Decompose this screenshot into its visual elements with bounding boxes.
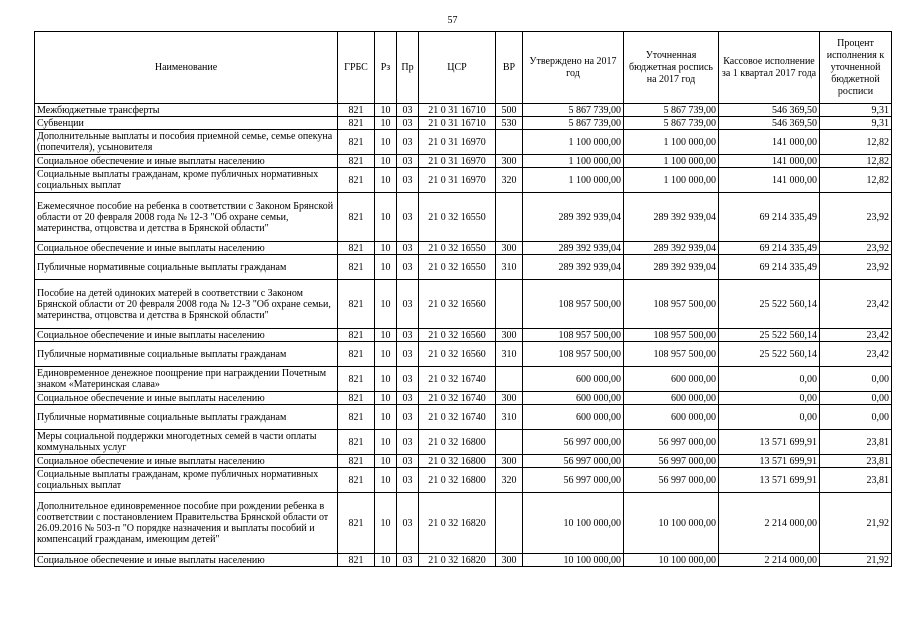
cell-name: Межбюджетные трансферты <box>35 104 338 117</box>
page-number: 57 <box>447 15 458 26</box>
cell-vr <box>496 493 523 554</box>
cell-name: Социальное обеспечение и иные выплаты населению <box>35 242 338 255</box>
cell-cash: 13 571 699,91 <box>719 455 820 468</box>
cell-percent: 9,31 <box>820 117 892 130</box>
table-row <box>35 468 892 493</box>
cell-vr: 300 <box>496 455 523 468</box>
cell-percent: 23,81 <box>820 468 892 493</box>
header-cash: Кассовое исполнение за 1 квартал 2017 года <box>719 32 820 104</box>
cell-vr: 300 <box>496 155 523 168</box>
cell-pr: 03 <box>397 255 419 280</box>
table-header <box>35 32 892 104</box>
cell-refined: 5 867 739,00 <box>624 104 719 117</box>
header-approved: Утверждено на 2017 год <box>523 32 624 104</box>
cell-approved: 56 997 000,00 <box>523 455 624 468</box>
cell-approved: 1 100 000,00 <box>523 130 624 155</box>
cell-percent: 21,92 <box>820 554 892 567</box>
cell-percent: 23,92 <box>820 193 892 242</box>
cell-vr: 300 <box>496 392 523 405</box>
cell-vr: 310 <box>496 405 523 430</box>
cell-refined: 56 997 000,00 <box>624 468 719 493</box>
cell-pr: 03 <box>397 280 419 329</box>
cell-percent: 23,81 <box>820 455 892 468</box>
cell-vr: 300 <box>496 554 523 567</box>
cell-pr: 03 <box>397 430 419 455</box>
header-pr: Пр <box>397 32 419 104</box>
cell-approved: 56 997 000,00 <box>523 430 624 455</box>
cell-refined: 10 100 000,00 <box>624 554 719 567</box>
cell-grbs: 821 <box>338 468 375 493</box>
cell-cash: 0,00 <box>719 392 820 405</box>
cell-vr: 320 <box>496 468 523 493</box>
cell-csr: 21 0 32 16560 <box>419 342 496 367</box>
table-row <box>35 554 892 567</box>
cell-name: Дополнительные выплаты и пособия приемной семье, семье опекуна (попечителя), усыновителя <box>35 130 338 155</box>
cell-cash: 2 214 000,00 <box>719 554 820 567</box>
cell-rz: 10 <box>375 255 397 280</box>
cell-approved: 600 000,00 <box>523 392 624 405</box>
cell-name: Социальное обеспечение и иные выплаты населению <box>35 329 338 342</box>
cell-csr: 21 0 32 16740 <box>419 405 496 430</box>
table-row <box>35 104 892 117</box>
cell-percent: 23,92 <box>820 255 892 280</box>
cell-csr: 21 0 31 16710 <box>419 117 496 130</box>
table-row <box>35 367 892 392</box>
cell-csr: 21 0 32 16800 <box>419 430 496 455</box>
cell-grbs: 821 <box>338 342 375 367</box>
cell-pr: 03 <box>397 405 419 430</box>
cell-grbs: 821 <box>338 242 375 255</box>
cell-csr: 21 0 32 16820 <box>419 493 496 554</box>
cell-csr: 21 0 32 16800 <box>419 468 496 493</box>
table-row <box>35 493 892 554</box>
table-row <box>35 405 892 430</box>
cell-rz: 10 <box>375 405 397 430</box>
cell-refined: 1 100 000,00 <box>624 168 719 193</box>
cell-csr: 21 0 32 16820 <box>419 554 496 567</box>
cell-refined: 108 957 500,00 <box>624 329 719 342</box>
cell-vr: 300 <box>496 329 523 342</box>
cell-rz: 10 <box>375 168 397 193</box>
cell-approved: 600 000,00 <box>523 367 624 392</box>
cell-pr: 03 <box>397 117 419 130</box>
cell-vr <box>496 130 523 155</box>
cell-rz: 10 <box>375 242 397 255</box>
cell-name: Субвенции <box>35 117 338 130</box>
cell-cash: 141 000,00 <box>719 130 820 155</box>
cell-vr: 530 <box>496 117 523 130</box>
cell-refined: 108 957 500,00 <box>624 342 719 367</box>
cell-percent: 12,82 <box>820 130 892 155</box>
cell-csr: 21 0 31 16970 <box>419 130 496 155</box>
cell-rz: 10 <box>375 430 397 455</box>
table-row <box>35 280 892 329</box>
cell-approved: 56 997 000,00 <box>523 468 624 493</box>
cell-approved: 289 392 939,04 <box>523 255 624 280</box>
cell-refined: 5 867 739,00 <box>624 117 719 130</box>
cell-csr: 21 0 32 16550 <box>419 242 496 255</box>
header-percent: Процент исполнения к уточненной бюджетной росписи <box>820 32 892 104</box>
cell-name: Социальное обеспечение и иные выплаты населению <box>35 455 338 468</box>
cell-approved: 5 867 739,00 <box>523 104 624 117</box>
cell-name: Пособие на детей одиноких матерей в соответствии с Законом Брянской области от 20 февраля 2008 года № 12-З "Об охране семьи, материнства, отцовства и детства в Брянской области" <box>35 280 338 329</box>
cell-pr: 03 <box>397 130 419 155</box>
budget-table <box>34 31 892 567</box>
cell-refined: 600 000,00 <box>624 405 719 430</box>
header-grbs: ГРБС <box>338 32 375 104</box>
table-row <box>35 430 892 455</box>
cell-name: Публичные нормативные социальные выплаты гражданам <box>35 405 338 430</box>
cell-percent: 23,42 <box>820 342 892 367</box>
cell-percent: 0,00 <box>820 367 892 392</box>
cell-pr: 03 <box>397 193 419 242</box>
cell-rz: 10 <box>375 554 397 567</box>
cell-name: Социальное обеспечение и иные выплаты населению <box>35 554 338 567</box>
table-row <box>35 130 892 155</box>
cell-refined: 600 000,00 <box>624 367 719 392</box>
cell-approved: 5 867 739,00 <box>523 117 624 130</box>
header-rz: Рз <box>375 32 397 104</box>
cell-rz: 10 <box>375 342 397 367</box>
table-row <box>35 342 892 367</box>
cell-percent: 12,82 <box>820 168 892 193</box>
cell-csr: 21 0 32 16560 <box>419 280 496 329</box>
cell-pr: 03 <box>397 392 419 405</box>
cell-approved: 289 392 939,04 <box>523 193 624 242</box>
cell-approved: 10 100 000,00 <box>523 554 624 567</box>
cell-rz: 10 <box>375 280 397 329</box>
table-body <box>35 104 892 567</box>
cell-pr: 03 <box>397 155 419 168</box>
cell-csr: 21 0 32 16740 <box>419 367 496 392</box>
cell-grbs: 821 <box>338 168 375 193</box>
table-row <box>35 117 892 130</box>
cell-name: Социальное обеспечение и иные выплаты населению <box>35 155 338 168</box>
cell-percent: 23,92 <box>820 242 892 255</box>
cell-cash: 69 214 335,49 <box>719 242 820 255</box>
cell-percent: 0,00 <box>820 392 892 405</box>
table-row <box>35 168 892 193</box>
cell-grbs: 821 <box>338 255 375 280</box>
cell-rz: 10 <box>375 468 397 493</box>
cell-percent: 23,42 <box>820 280 892 329</box>
cell-cash: 69 214 335,49 <box>719 255 820 280</box>
cell-grbs: 821 <box>338 367 375 392</box>
cell-approved: 1 100 000,00 <box>523 155 624 168</box>
cell-approved: 108 957 500,00 <box>523 342 624 367</box>
cell-rz: 10 <box>375 367 397 392</box>
header-refined: Уточненная бюджетная роспись на 2017 год <box>624 32 719 104</box>
cell-cash: 25 522 560,14 <box>719 329 820 342</box>
cell-grbs: 821 <box>338 155 375 168</box>
cell-percent: 9,31 <box>820 104 892 117</box>
cell-csr: 21 0 32 16740 <box>419 392 496 405</box>
table-row <box>35 255 892 280</box>
header-vr: ВР <box>496 32 523 104</box>
cell-grbs: 821 <box>338 104 375 117</box>
table-row <box>35 455 892 468</box>
cell-cash: 0,00 <box>719 367 820 392</box>
cell-vr <box>496 430 523 455</box>
cell-vr <box>496 280 523 329</box>
cell-name: Социальные выплаты гражданам, кроме публичных нормативных социальных выплат <box>35 168 338 193</box>
cell-vr: 310 <box>496 342 523 367</box>
header-csr: ЦСР <box>419 32 496 104</box>
cell-pr: 03 <box>397 329 419 342</box>
cell-name: Дополнительное единовременное пособие при рождении ребенка в соответствии с постановлением Правительства Брянской области от 26.09.2016 № 503-п "О порядке назначения и выплаты пособий и компенсаций гражданам, имеющим детей" <box>35 493 338 554</box>
cell-grbs: 821 <box>338 117 375 130</box>
cell-rz: 10 <box>375 193 397 242</box>
cell-refined: 289 392 939,04 <box>624 242 719 255</box>
cell-grbs: 821 <box>338 430 375 455</box>
cell-vr: 500 <box>496 104 523 117</box>
cell-vr: 320 <box>496 168 523 193</box>
cell-approved: 108 957 500,00 <box>523 280 624 329</box>
cell-pr: 03 <box>397 468 419 493</box>
cell-grbs: 821 <box>338 455 375 468</box>
cell-cash: 25 522 560,14 <box>719 280 820 329</box>
table-row <box>35 329 892 342</box>
cell-percent: 21,92 <box>820 493 892 554</box>
cell-name: Публичные нормативные социальные выплаты гражданам <box>35 342 338 367</box>
table-row <box>35 242 892 255</box>
cell-cash: 69 214 335,49 <box>719 193 820 242</box>
cell-cash: 13 571 699,91 <box>719 468 820 493</box>
cell-cash: 2 214 000,00 <box>719 493 820 554</box>
cell-refined: 10 100 000,00 <box>624 493 719 554</box>
cell-pr: 03 <box>397 367 419 392</box>
cell-pr: 03 <box>397 455 419 468</box>
cell-rz: 10 <box>375 493 397 554</box>
cell-cash: 141 000,00 <box>719 168 820 193</box>
cell-approved: 10 100 000,00 <box>523 493 624 554</box>
cell-grbs: 821 <box>338 493 375 554</box>
cell-refined: 56 997 000,00 <box>624 430 719 455</box>
cell-cash: 546 369,50 <box>719 104 820 117</box>
cell-cash: 25 522 560,14 <box>719 342 820 367</box>
cell-name: Единовременное денежное поощрение при награждении Почетным знаком «Материнская слава» <box>35 367 338 392</box>
cell-rz: 10 <box>375 130 397 155</box>
cell-refined: 56 997 000,00 <box>624 455 719 468</box>
cell-grbs: 821 <box>338 392 375 405</box>
table-row <box>35 193 892 242</box>
cell-grbs: 821 <box>338 405 375 430</box>
cell-refined: 289 392 939,04 <box>624 193 719 242</box>
cell-percent: 23,42 <box>820 329 892 342</box>
cell-pr: 03 <box>397 242 419 255</box>
cell-vr: 310 <box>496 255 523 280</box>
cell-pr: 03 <box>397 493 419 554</box>
cell-refined: 289 392 939,04 <box>624 255 719 280</box>
cell-rz: 10 <box>375 392 397 405</box>
table-row <box>35 155 892 168</box>
cell-name: Социальные выплаты гражданам, кроме публичных нормативных социальных выплат <box>35 468 338 493</box>
cell-name: Социальное обеспечение и иные выплаты населению <box>35 392 338 405</box>
cell-vr <box>496 367 523 392</box>
cell-percent: 23,81 <box>820 430 892 455</box>
cell-grbs: 821 <box>338 280 375 329</box>
cell-grbs: 821 <box>338 329 375 342</box>
cell-rz: 10 <box>375 104 397 117</box>
cell-approved: 108 957 500,00 <box>523 329 624 342</box>
cell-csr: 21 0 32 16800 <box>419 455 496 468</box>
cell-csr: 21 0 32 16560 <box>419 329 496 342</box>
cell-name: Публичные нормативные социальные выплаты гражданам <box>35 255 338 280</box>
cell-csr: 21 0 32 16550 <box>419 193 496 242</box>
header-name: Наименование <box>35 32 338 104</box>
cell-cash: 0,00 <box>719 405 820 430</box>
table-row <box>35 392 892 405</box>
cell-pr: 03 <box>397 168 419 193</box>
cell-rz: 10 <box>375 155 397 168</box>
cell-pr: 03 <box>397 342 419 367</box>
cell-rz: 10 <box>375 329 397 342</box>
cell-name: Меры социальной поддержки многодетных семей в части оплаты коммунальных услуг <box>35 430 338 455</box>
cell-grbs: 821 <box>338 554 375 567</box>
cell-percent: 0,00 <box>820 405 892 430</box>
cell-csr: 21 0 32 16550 <box>419 255 496 280</box>
cell-approved: 600 000,00 <box>523 405 624 430</box>
cell-vr: 300 <box>496 242 523 255</box>
cell-cash: 546 369,50 <box>719 117 820 130</box>
cell-rz: 10 <box>375 455 397 468</box>
cell-grbs: 821 <box>338 193 375 242</box>
cell-refined: 108 957 500,00 <box>624 280 719 329</box>
cell-refined: 1 100 000,00 <box>624 155 719 168</box>
cell-csr: 21 0 31 16970 <box>419 168 496 193</box>
cell-approved: 1 100 000,00 <box>523 168 624 193</box>
cell-approved: 289 392 939,04 <box>523 242 624 255</box>
cell-csr: 21 0 31 16970 <box>419 155 496 168</box>
cell-name: Ежемесячное пособие на ребенка в соответствии с Законом Брянской области от 20 февраля 2008 года № 12-З "Об охране семьи, материнства, отцовства и детства в Брянской области" <box>35 193 338 242</box>
cell-refined: 1 100 000,00 <box>624 130 719 155</box>
cell-percent: 12,82 <box>820 155 892 168</box>
cell-grbs: 821 <box>338 130 375 155</box>
cell-rz: 10 <box>375 117 397 130</box>
cell-csr: 21 0 31 16710 <box>419 104 496 117</box>
cell-pr: 03 <box>397 104 419 117</box>
cell-cash: 13 571 699,91 <box>719 430 820 455</box>
cell-refined: 600 000,00 <box>624 392 719 405</box>
cell-cash: 141 000,00 <box>719 155 820 168</box>
cell-vr <box>496 193 523 242</box>
cell-pr: 03 <box>397 554 419 567</box>
